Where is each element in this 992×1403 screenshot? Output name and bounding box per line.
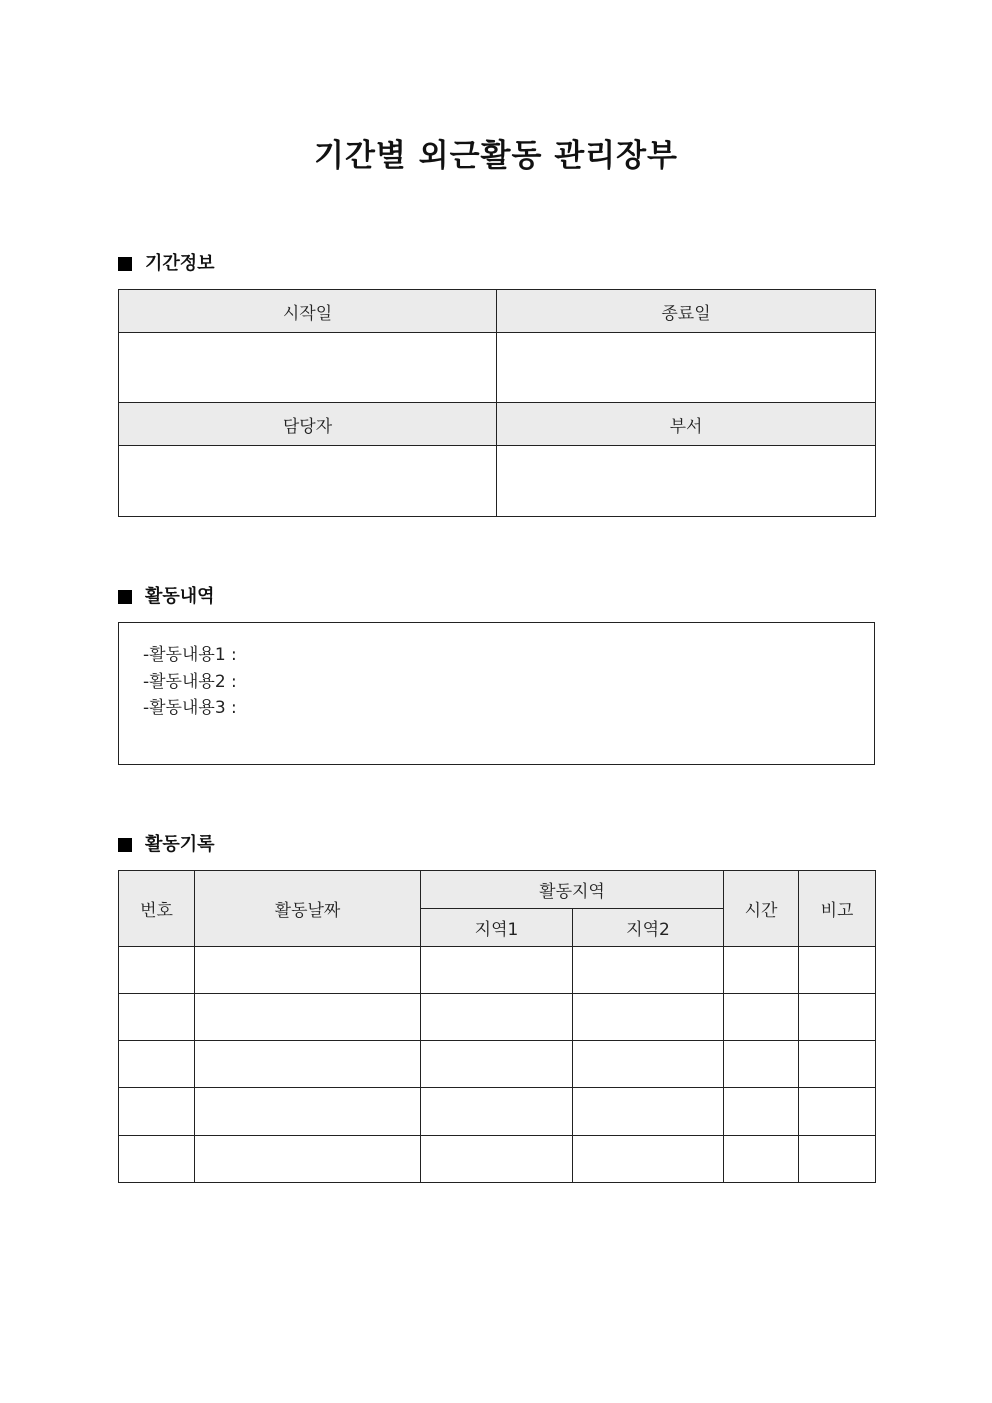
note-cell[interactable] xyxy=(799,947,876,994)
region2-cell[interactable] xyxy=(573,994,724,1041)
square-bullet-icon xyxy=(118,257,132,271)
activity-lines xyxy=(143,642,237,722)
region2-cell[interactable] xyxy=(573,1041,724,1088)
end-date-label: 종료일 xyxy=(497,290,876,333)
note-cell[interactable] xyxy=(799,1088,876,1136)
region2-cell[interactable] xyxy=(573,1136,724,1183)
start-date-field[interactable] xyxy=(119,333,497,403)
date-cell[interactable] xyxy=(195,994,421,1041)
time-column-header: 시간 xyxy=(724,871,799,947)
activity-section-title: 활동내역 xyxy=(145,586,215,607)
date-cell[interactable] xyxy=(195,1041,421,1088)
number-cell[interactable] xyxy=(119,1136,195,1183)
region1-cell[interactable] xyxy=(421,947,573,994)
date-column-header: 활동날짜 xyxy=(195,871,421,947)
time-cell[interactable] xyxy=(724,947,799,994)
department-label: 부서 xyxy=(497,403,876,446)
region2-cell[interactable] xyxy=(573,1088,724,1136)
time-cell[interactable] xyxy=(724,1041,799,1088)
date-cell[interactable] xyxy=(195,947,421,994)
period-section-heading xyxy=(118,251,215,277)
number-cell[interactable] xyxy=(119,1041,195,1088)
activity-details-box[interactable] xyxy=(118,622,875,765)
region1-cell[interactable] xyxy=(421,1136,573,1183)
table-row xyxy=(119,1136,876,1183)
manager-field[interactable] xyxy=(119,446,497,517)
note-cell[interactable] xyxy=(799,994,876,1041)
period-section-title: 기간정보 xyxy=(145,253,215,274)
number-cell[interactable] xyxy=(119,947,195,994)
region-group-header: 활동지역 xyxy=(421,871,724,909)
table-row xyxy=(119,1088,876,1136)
note-column-header: 비고 xyxy=(799,871,876,947)
record-section-heading xyxy=(118,832,215,858)
square-bullet-icon xyxy=(118,838,132,852)
end-date-field[interactable] xyxy=(497,333,876,403)
number-cell[interactable] xyxy=(119,1088,195,1136)
note-cell[interactable] xyxy=(799,1041,876,1088)
date-cell[interactable] xyxy=(195,1136,421,1183)
region1-cell[interactable] xyxy=(421,1041,573,1088)
period-info-table xyxy=(118,289,876,517)
activity-record-table xyxy=(118,870,876,1183)
time-cell[interactable] xyxy=(724,1136,799,1183)
table-row xyxy=(119,1041,876,1088)
document-title: 기간별 외근활동 관리장부 xyxy=(314,138,678,174)
region2-column-header: 지역2 xyxy=(573,909,724,947)
region1-cell[interactable] xyxy=(421,994,573,1041)
record-section-title: 활동기록 xyxy=(145,834,215,855)
number-column-header: 번호 xyxy=(119,871,195,947)
date-cell[interactable] xyxy=(195,1088,421,1136)
start-date-label: 시작일 xyxy=(119,290,497,333)
activity-line-2: -활동내용2 : xyxy=(143,671,237,692)
time-cell[interactable] xyxy=(724,1088,799,1136)
note-cell[interactable] xyxy=(799,1136,876,1183)
table-row xyxy=(119,947,876,994)
number-cell[interactable] xyxy=(119,994,195,1041)
time-cell[interactable] xyxy=(724,994,799,1041)
department-field[interactable] xyxy=(497,446,876,517)
table-row xyxy=(119,994,876,1041)
region2-cell[interactable] xyxy=(573,947,724,994)
activity-line-1: -활동내용1 : xyxy=(143,645,237,665)
activity-section-heading xyxy=(118,584,215,610)
square-bullet-icon xyxy=(118,590,132,604)
manager-label: 담당자 xyxy=(119,403,497,446)
region1-cell[interactable] xyxy=(421,1088,573,1136)
activity-line-3: -활동내용3 : xyxy=(143,698,237,718)
region1-column-header: 지역1 xyxy=(421,909,573,947)
